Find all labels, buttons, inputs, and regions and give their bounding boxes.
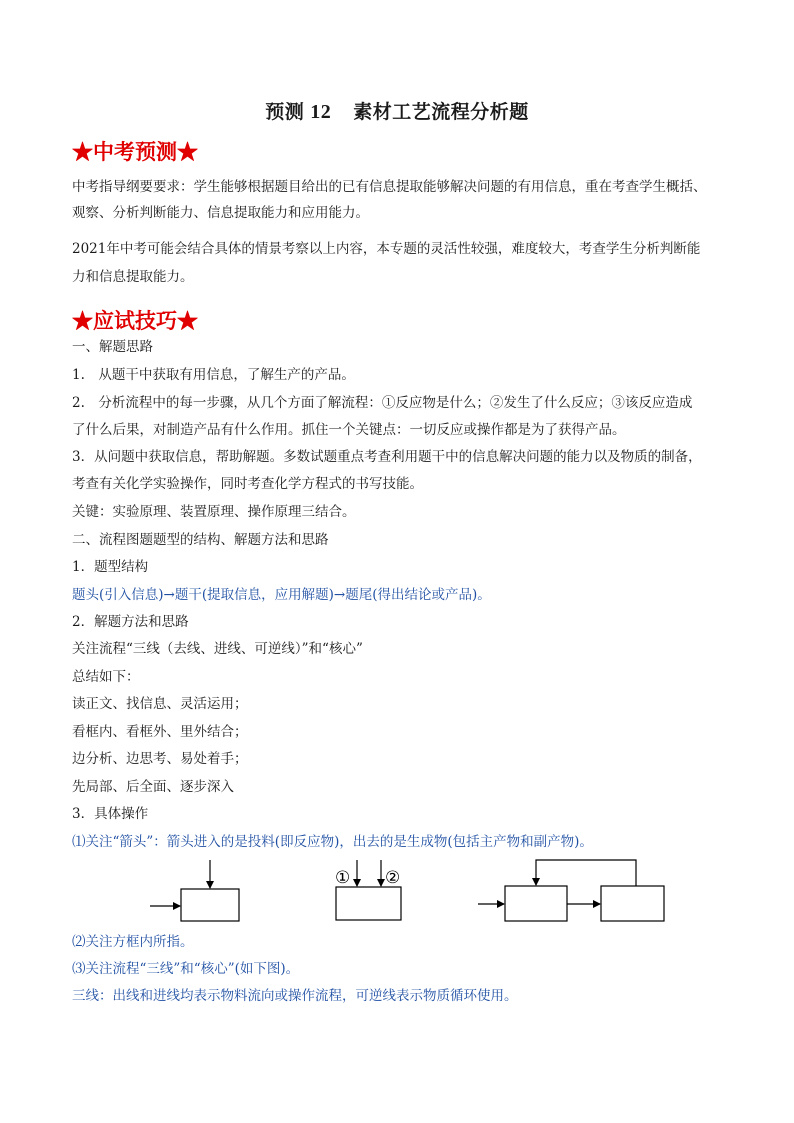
heading-structure: 二、流程图题题型的结构、解题方法和思路 <box>72 532 329 548</box>
para-forecast-line2: 力和信息提取能力。 <box>72 269 194 285</box>
diagram-two-inputs <box>335 860 401 920</box>
summary-item-1: 读正文、找信息、灵活运用； <box>72 696 248 712</box>
diagram3-box-left <box>505 886 567 921</box>
list-item-3-line2: 考查有关化学实验操作，同时考查化学方程式的书写技能。 <box>72 476 423 492</box>
list-item-2-line2: 了什么后果，对制造产品有什么作用。抓住一个关键点：一切反应或操作都是为了获得产品。 <box>72 422 626 438</box>
list-item-1: 1. 从题干中获取有用信息，了解生产的产品。 <box>72 367 355 383</box>
diagram3-box-right <box>601 886 664 921</box>
para-requirement-line2: 观察、分析判断能力、信息提取能力和应用能力。 <box>72 205 369 221</box>
structure-text: 题头(引入信息)→题干(提取信息，应用解题)→题尾(得出结论或产品)。 <box>72 587 491 603</box>
sub-heading-structure: 1．题型结构 <box>72 559 149 575</box>
operation-item-4: 三线：出线和进线均表示物料流向或操作流程，可逆线表示物质循环使用。 <box>72 988 518 1004</box>
diagram-feed-arrows <box>150 860 239 921</box>
diagram2-label-1: ① <box>335 868 351 888</box>
diagram2-box <box>336 887 401 920</box>
diagram-recycle-loop <box>478 860 664 921</box>
title-text: 素材工艺流程分析题 <box>353 101 529 123</box>
key-line: 关键：实验原理、装置原理、操作原理三结合。 <box>72 504 356 520</box>
para-requirement-line1: 中考指导纲要要求：学生能够根据题目给出的已有信息提取能够解决问题的有用信息，重在考查学生概括、 <box>72 179 707 195</box>
operation-item-2: ⑵关注方框内所指。 <box>72 934 194 950</box>
diagram1-box <box>181 889 239 921</box>
sub-heading-method: 2．解题方法和思路 <box>72 614 189 630</box>
section-heading-forecast: ★中考预测★ <box>72 139 198 164</box>
section-heading-tips: ★应试技巧★ <box>72 308 198 333</box>
method-text: 关注流程“三线（去线、进线、可逆线）”和“核心” <box>72 641 363 657</box>
summary-item-3: 边分析、边思考、易处着手； <box>72 751 248 767</box>
title-number: 12 <box>310 101 332 123</box>
title-prefix: 预测 <box>265 101 305 123</box>
list-item-2-line1: 2. 分析流程中的每一步骤，从几个方面了解流程：①反应物是什么；②发生了什么反应；③该反应造成 <box>72 395 693 411</box>
heading-approach: 一、解题思路 <box>72 339 153 355</box>
summary-item-2: 看框内、看框外、里外结合； <box>72 724 248 740</box>
diagram3-arrow-loop <box>536 860 636 886</box>
operation-item-1: ⑴关注“箭头”：箭头进入的是投料(即反应物)，出去的是生成物(包括主产物和副产物)。 <box>72 834 593 850</box>
summary-item-4: 先局部、后全面、逐步深入 <box>72 779 234 795</box>
diagram2-label-2: ② <box>385 868 401 888</box>
operation-item-3: ⑶关注流程“三线”和“核心”(如下图)。 <box>72 961 300 977</box>
sub-heading-operation: 3．具体操作 <box>72 806 149 822</box>
para-forecast-line1: 2021年中考可能会结合具体的情景考察以上内容，本专题的灵活性较强，难度较大，考查学生分析判断能 <box>72 241 701 257</box>
summary-label: 总结如下： <box>72 669 140 685</box>
list-item-3-line1: 3．从问题中获取信息，帮助解题。多数试题重点考查利用题干中的信息解决问题的能力以及物质的制备， <box>72 449 702 465</box>
